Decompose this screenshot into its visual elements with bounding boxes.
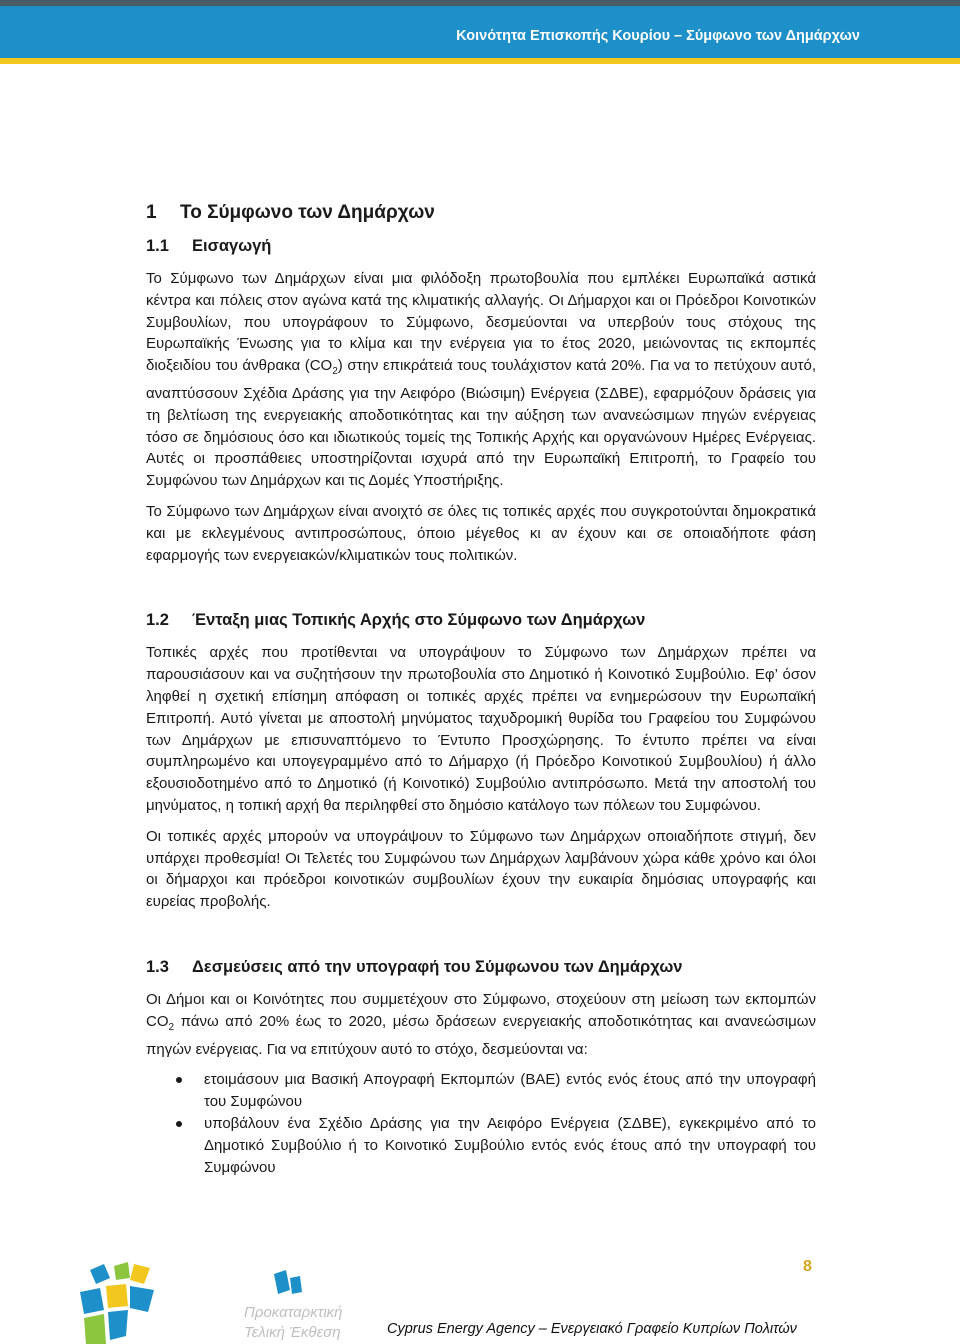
section-1-3-heading — [146, 955, 816, 979]
paragraph: Τοπικές αρχές που προτίθενται να υπογράψουν το Σύμφωνο των Δημάρχων πρέπει να παρουσιάσουν και να συζητήσουν την πρωτοβουλία στο Δημοτικό ή Κοινοτικό Συμβούλιο. Εφ’ όσον ληφθεί η σχετική επίσημη απόφαση οι τοπικές αρχές πρέπει να ενημερώσουν την Ευρωπαϊκή Επιτροπή. Αυτό γίνεται με αποστολή μηνύματος ταχυδρομική θυρίδα του Γραφείου του Συμφώνου των Δημάρχων με επισυναπτόμενο το Έντυπο Προσχώρησης. Το έντυπο πρέπει να είναι συμπληρωμένο και υπογεγραμμένο από το Δήμαρχο (ή Πρόεδρο Κοινοτικού Συμβουλίου) ή άλλο εξουσιοδοτημένο από το Δημοτικό (ή Κοινοτικό) Συμβούλιο αντιπρόσωπο. Μετά την αποστολή του μηνύματος, η τοπική αρχή θα περιληφθεί στο δημόσιο κατάλογο των πόλεων του Συμφώνου. — [146, 644, 816, 814]
page-number: 8 — [803, 1258, 812, 1275]
paragraph: Το Σύμφωνο των Δημάρχων είναι μια φιλόδοξη πρωτοβουλία που εμπλέκει Ευρωπαϊκά αστικά κέντρα και πόλεις στον αγώνα κατά της κλιματικής αλλαγής. Οι Δήμαρχοι και οι Πρόεδροι Κοινοτικών Συμβουλίων, που υπογράφουν το Σύμφωνο, δεσμεύονται να υπερβούν τους στόχους της Ευρωπαϊκής Ένωσης για το κλίμα και την ενέργεια για το έτος 2020, μειώνοντας τις εκπομπές διοξειδίου του άνθρακα $(CO_2)$ στην επικράτειά τους τουλάχιστον κατά 20%. Για να το πετύχουν αυτό, αναπτύσσουν Σχέδια Δράσης για την Αειφόρο (Βιώσιμη) Ενέργεια (ΣΔΒΕ), εφαρμόζουν δράσεις για τη βελτίωση της ενεργειακής αποδοτικότητας και την αύξηση των ανανεώσιμων πηγών ενέργειας τόσο σε δημόσιους όσο και ιδιωτικούς τομείς της Τοπικής Αρχής και οργανώνουν Ημέρες Ενέργειας. Αυτές οι προσπάθειες υποστηρίζονται ισχυρά από την Ευρωπαϊκή Επιτροπή, το Γραφείο του Συμφώνου των Δημάρχων και τις Δομές Υποστήριξης. — [146, 270, 816, 490]
paragraph: Το Σύμφωνο των Δημάρχων είναι ανοιχτό σε όλες τις τοπικές αρχές που συγκροτούνται δημοκρατικά και με εκλεγμένους αντιπροσώπους, όποιο μέγεθος κι αν έχουν και σε οποιαδήποτε φάση εφαρμογής των ενεργειακών/κλιματικών τους πολιτικών. — [146, 502, 816, 564]
footer-agency: Cyprus Energy Agency – Ενεργειακό Γραφείο Κυπρίων Πολιτών — [387, 1321, 797, 1337]
section-number: 1.3 — [146, 957, 169, 976]
section-1-heading — [146, 200, 816, 226]
section-number: 1.2 — [146, 611, 169, 630]
cyprus-energy-agency-logo — [70, 1260, 170, 1344]
section-number: 1 — [146, 202, 157, 223]
document-body — [146, 200, 816, 1178]
section-title: Δεσμεύσεις από την υπογραφή του Σύμφωνου των Δημάρχων — [192, 957, 683, 976]
section-1-2-heading — [146, 608, 816, 632]
section-title: Ένταξη μιας Τοπικής Αρχής στο Σύμφωνο των Δημάρχων — [192, 611, 646, 630]
draft-watermark: Προκαταρκτική Τελική Έκθεση — [244, 1304, 343, 1341]
paragraph: Οι τοπικές αρχές μπορούν να υπογράψουν το Σύμφωνο των Δημάρχων οποιαδήποτε στιγμή, δεν υπάρχει προθεσμία! Οι Τελετές του Συμφώνου των Δημάρχων λαμβάνουν χώρα κάθε χρόνο και όλοι οι δήμαρχοι και πρόεδροι κοινοτικών συμβουλίων έχουν την ευκαιρία δημόσιας υπογραφής και ευρείας προβολής. — [146, 827, 816, 911]
list-item: υποβάλουν ένα Σχέδιο Δράσης για την Αειφόρο Ενέργεια (ΣΔΒΕ), εγκεκριμένο από το Δημοτικό Συμβούλιο ή το Κοινοτικό Συμβούλιο εντός ενός έτους από την υπογραφή του Συμφώνου — [146, 1113, 816, 1178]
section-title: Εισαγωγή — [192, 237, 272, 255]
bullet-icon — [176, 1121, 182, 1127]
section-number: 1.1 — [146, 237, 169, 255]
partner-logo — [270, 1268, 310, 1308]
page-header — [0, 6, 960, 64]
paragraph: Οι Δήμοι και οι Κοινότητες που συμμετέχουν στο Σύμφωνο, στοχεύουν στη μείωση των εκπομπών $CO_2$ πάνω από 20% έως το 2020, μέσω δράσεων ενεργειακής αποδοτικότητας και ανανεώσιμων πηγών ενέργειας. Για να επιτύχουν αυτό το στόχο, δεσμεύονται να: — [146, 990, 816, 1058]
header-title: Κοινότητα Επισκοπής Κουρίου – Σύμφωνο των Δημάρχων — [456, 28, 860, 44]
list-item: ετοιμάσουν μια Βασική Απογραφή Εκπομπών (ΒΑΕ) εντός ενός έτους από την υπογραφή του Συμφώνου — [146, 1069, 816, 1113]
bullet-icon — [176, 1077, 182, 1083]
commitments-list — [146, 1069, 816, 1178]
section-1-1-heading — [146, 234, 816, 258]
section-title: Το Σύμφωνο των Δημάρχων — [180, 202, 435, 223]
